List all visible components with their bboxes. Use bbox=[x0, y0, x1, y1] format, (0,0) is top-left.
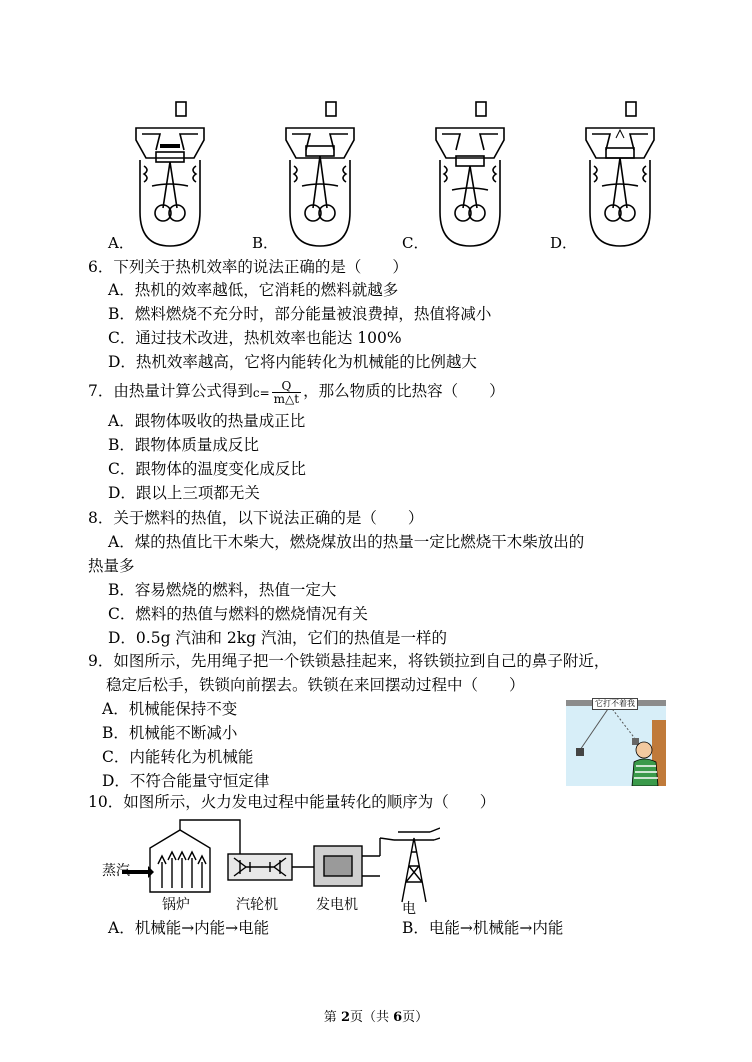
engine-option-d-label: D． bbox=[550, 234, 578, 252]
question-7-formula bbox=[253, 379, 303, 406]
power-generation-diagram bbox=[100, 818, 440, 917]
question-6-option-d: D．热机效率越高，它将内能转化为机械能的比例越大 bbox=[108, 353, 477, 371]
engine-diagram-a bbox=[130, 100, 210, 248]
diagram-label-boiler: 锅炉 bbox=[162, 897, 190, 913]
diagram-label-steam: 蒸汽 bbox=[102, 863, 130, 879]
question-9-stem-line1: 9．如图所示，先用绳子把一个铁锁悬挂起来，将铁锁拉到自己的鼻子附近， bbox=[88, 652, 610, 670]
footer-total-pages: 6 bbox=[393, 1010, 403, 1025]
question-10-option-a: A．机械能→内能→电能 bbox=[108, 919, 270, 937]
question-8-option-d: D．0.5g 汽油和 2kg 汽油，它们的热值是一样的 bbox=[108, 629, 447, 647]
pendulum-illustration bbox=[566, 700, 666, 786]
question-7-option-c: C．跟物体的温度变化成反比 bbox=[108, 460, 306, 478]
question-8-option-a-line2: 热量多 bbox=[88, 557, 135, 575]
question-7-stem-before: 7．由热量计算公式得到 bbox=[88, 382, 253, 400]
engine-diagram-d bbox=[580, 100, 660, 248]
question-8-option-b: B．容易燃烧的燃料，热值一定大 bbox=[108, 581, 337, 599]
question-10-stem: 10．如图所示，火力发电过程中能量转化的顺序为（ ） bbox=[88, 793, 496, 811]
footer-suffix: 页） bbox=[402, 1010, 429, 1025]
footer-prefix: 第 bbox=[323, 1010, 341, 1025]
footer-middle: 页（共 bbox=[349, 1010, 394, 1025]
page-footer bbox=[0, 1006, 752, 1025]
diagram-label-turbine: 汽轮机 bbox=[236, 897, 278, 913]
question-9-option-c: C．内能转化为机械能 bbox=[102, 748, 254, 766]
question-9-stem-line2: 稳定后松手，铁锁向前摆去。铁锁在来回摆动过程中（ ） bbox=[106, 676, 525, 694]
engine-diagram-b bbox=[280, 100, 360, 248]
engine-option-b-label: B． bbox=[252, 234, 279, 252]
question-9-option-b: B．机械能不断减小 bbox=[102, 724, 238, 742]
engine-option-c-label: C． bbox=[402, 234, 429, 252]
pendulum-figure bbox=[566, 700, 666, 786]
question-8-stem: 8．关于燃料的热值，以下说法正确的是（ ） bbox=[88, 509, 424, 527]
question-6-stem: 6．下列关于热机效率的说法正确的是（ ） bbox=[88, 258, 408, 276]
question-8-option-a-line1: A．煤的热值比干木柴大，燃烧煤放出的热量一定比燃烧干木柴放出的 bbox=[108, 533, 585, 551]
question-7-option-a: A．跟物体吸收的热量成正比 bbox=[108, 412, 306, 430]
formula-fraction bbox=[272, 380, 301, 405]
pendulum-caption: 它打不着我 bbox=[592, 698, 638, 710]
question-6-option-c: C．通过技术改进，热机效率也能达 100% bbox=[108, 329, 402, 347]
question-7-stem-after: ，那么物质的比热容（ ） bbox=[303, 382, 505, 400]
diagram-label-generator: 发电机 bbox=[316, 897, 358, 913]
formula-numerator: Q bbox=[272, 380, 301, 393]
footer-page-number: 2 bbox=[340, 1010, 350, 1025]
diagram-label-electricity: 电 bbox=[402, 901, 416, 917]
question-8-option-c: C．燃料的热值与燃料的燃烧情况有关 bbox=[108, 605, 368, 623]
engine-diagram-c bbox=[430, 100, 510, 248]
formula-denominator: m△t bbox=[273, 392, 300, 406]
question-7-option-d: D．跟以上三项都无关 bbox=[108, 484, 260, 502]
question-9-option-a: A．机械能保持不变 bbox=[102, 700, 238, 718]
question-10-option-b: B．电能→机械能→内能 bbox=[402, 919, 564, 937]
question-7-option-b: B．跟物体质量成反比 bbox=[108, 436, 259, 454]
engine-option-a-label: A． bbox=[108, 234, 134, 252]
formula-lhs: c= bbox=[252, 385, 270, 400]
question-6-option-b: B．燃料燃烧不充分时，部分能量被浪费掉，热值将减小 bbox=[108, 305, 492, 323]
question-6-option-a: A．热机的效率越低，它消耗的燃料就越多 bbox=[108, 281, 399, 299]
question-9-option-d: D．不符合能量守恒定律 bbox=[102, 772, 270, 790]
question-7-stem bbox=[88, 378, 505, 406]
